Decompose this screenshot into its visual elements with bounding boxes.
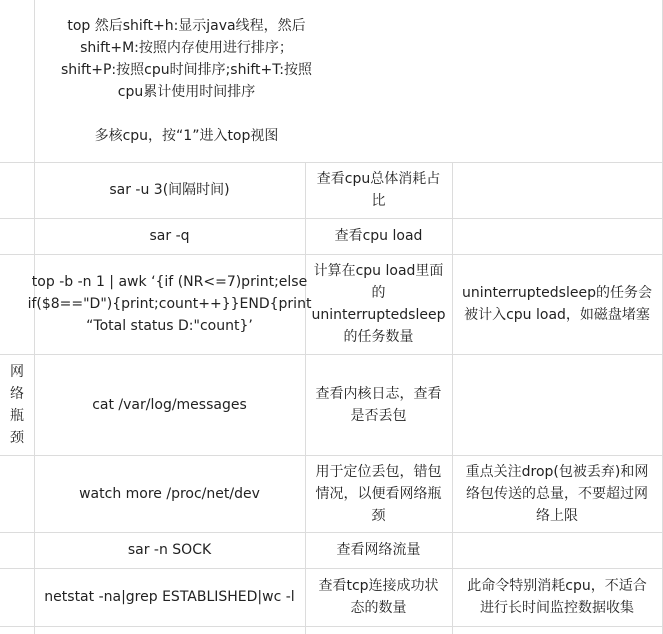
- cell-text-line: 情况，以便看网络瓶: [315, 485, 442, 502]
- cell-text-line: sar -u 3(间隔时间): [109, 182, 230, 198]
- cell-text-line: watch more /proc/net/dev: [79, 485, 260, 502]
- description-cell: [305, 455, 452, 532]
- note-cell: [452, 455, 662, 532]
- cell-text-line: 重点关注drop(包被丢弃)和网: [465, 463, 649, 480]
- cell-text-line: top -b -n 1 | awk ‘{if (NR<=7)print;else: [31, 274, 308, 290]
- cell-text-line: 络上限: [536, 507, 578, 524]
- note-cell: [452, 354, 662, 455]
- cell-text-line: cpu累计使用时间排序: [117, 84, 256, 100]
- cell-text-line: 查看tcp连接成功状: [318, 578, 439, 594]
- cell-text-line: sar -q: [149, 228, 190, 244]
- row-divider: [0, 626, 663, 627]
- note-cell: [452, 568, 662, 626]
- description-cell: [305, 254, 452, 354]
- cell-text-line: 颈: [371, 507, 386, 524]
- description-cell: [305, 568, 452, 626]
- command-cell: [34, 0, 339, 162]
- command-cell: [34, 568, 305, 626]
- cell-text-line: 进行长时间监控数据收集: [480, 600, 634, 616]
- cell-text-line: shift+M:按照内存使用进行排序；: [80, 40, 293, 56]
- cell-text-line: netstat -na|grep ESTABLISHED|wc -l: [44, 589, 295, 605]
- cell-text-line: shift+P:按照cpu时间排序;shift+T:按照: [61, 62, 312, 78]
- note-cell: [452, 218, 662, 254]
- cell-text-line: top 然后shift+h:显示java线程，然后: [67, 18, 306, 34]
- cell-text-line: 多核cpu，按“1”进入top视图: [94, 128, 279, 144]
- command-cell: [34, 532, 305, 568]
- cell-text-line: 用于定位丢包，错包: [315, 463, 442, 480]
- cell-text-line: 查看cpu load: [334, 228, 423, 244]
- section-label-network-bottleneck: 网 络 瓶 颈: [10, 363, 24, 446]
- command-cell: [34, 218, 305, 254]
- cell-text-line: uninterruptedsleep: [311, 307, 446, 323]
- description-cell: [305, 162, 452, 218]
- cell-text-line: 查看cpu总体消耗占: [316, 171, 441, 187]
- cell-text-line: 查看网络流量: [336, 542, 421, 558]
- cell-text-line: 络包传送的总量，不要超过网: [466, 485, 648, 502]
- command-cell: [27, 254, 312, 354]
- command-cell: [34, 162, 305, 218]
- cell-text-line: if($8=="D"){print;count++}}END{print: [27, 296, 312, 312]
- cell-text-line: 的任务数量: [343, 329, 414, 345]
- cell-text-line: sar -n SOCK: [127, 542, 212, 558]
- cell-text-line: 查看内核日志，查看: [315, 385, 442, 402]
- command-cell: [34, 455, 305, 532]
- note-cell: [452, 162, 662, 218]
- cell-text-line: 此命令特别消耗cpu，不适合: [467, 578, 647, 594]
- description-cell: [305, 218, 452, 254]
- description-cell: [305, 532, 452, 568]
- cell-text-line: 态的数量: [350, 600, 407, 616]
- cell-text-line: uninterruptedsleep的任务会: [462, 285, 652, 301]
- cell-text-line: 的: [371, 285, 386, 301]
- cell-text-line: 比: [371, 193, 386, 209]
- note-cell: [452, 254, 662, 354]
- cell-text-line: cat /var/log/messages: [92, 396, 247, 413]
- cell-text-line: 是否丢包: [350, 407, 407, 424]
- note-cell: [452, 532, 662, 568]
- cell-text-line: 被计入cpu load，如磁盘堵塞: [464, 307, 650, 323]
- cell-text-line: “Total status D:"count}’: [86, 318, 253, 334]
- description-cell: [305, 354, 452, 455]
- command-cell: [34, 354, 305, 455]
- cell-text-line: 计算在cpu load里面: [313, 263, 444, 279]
